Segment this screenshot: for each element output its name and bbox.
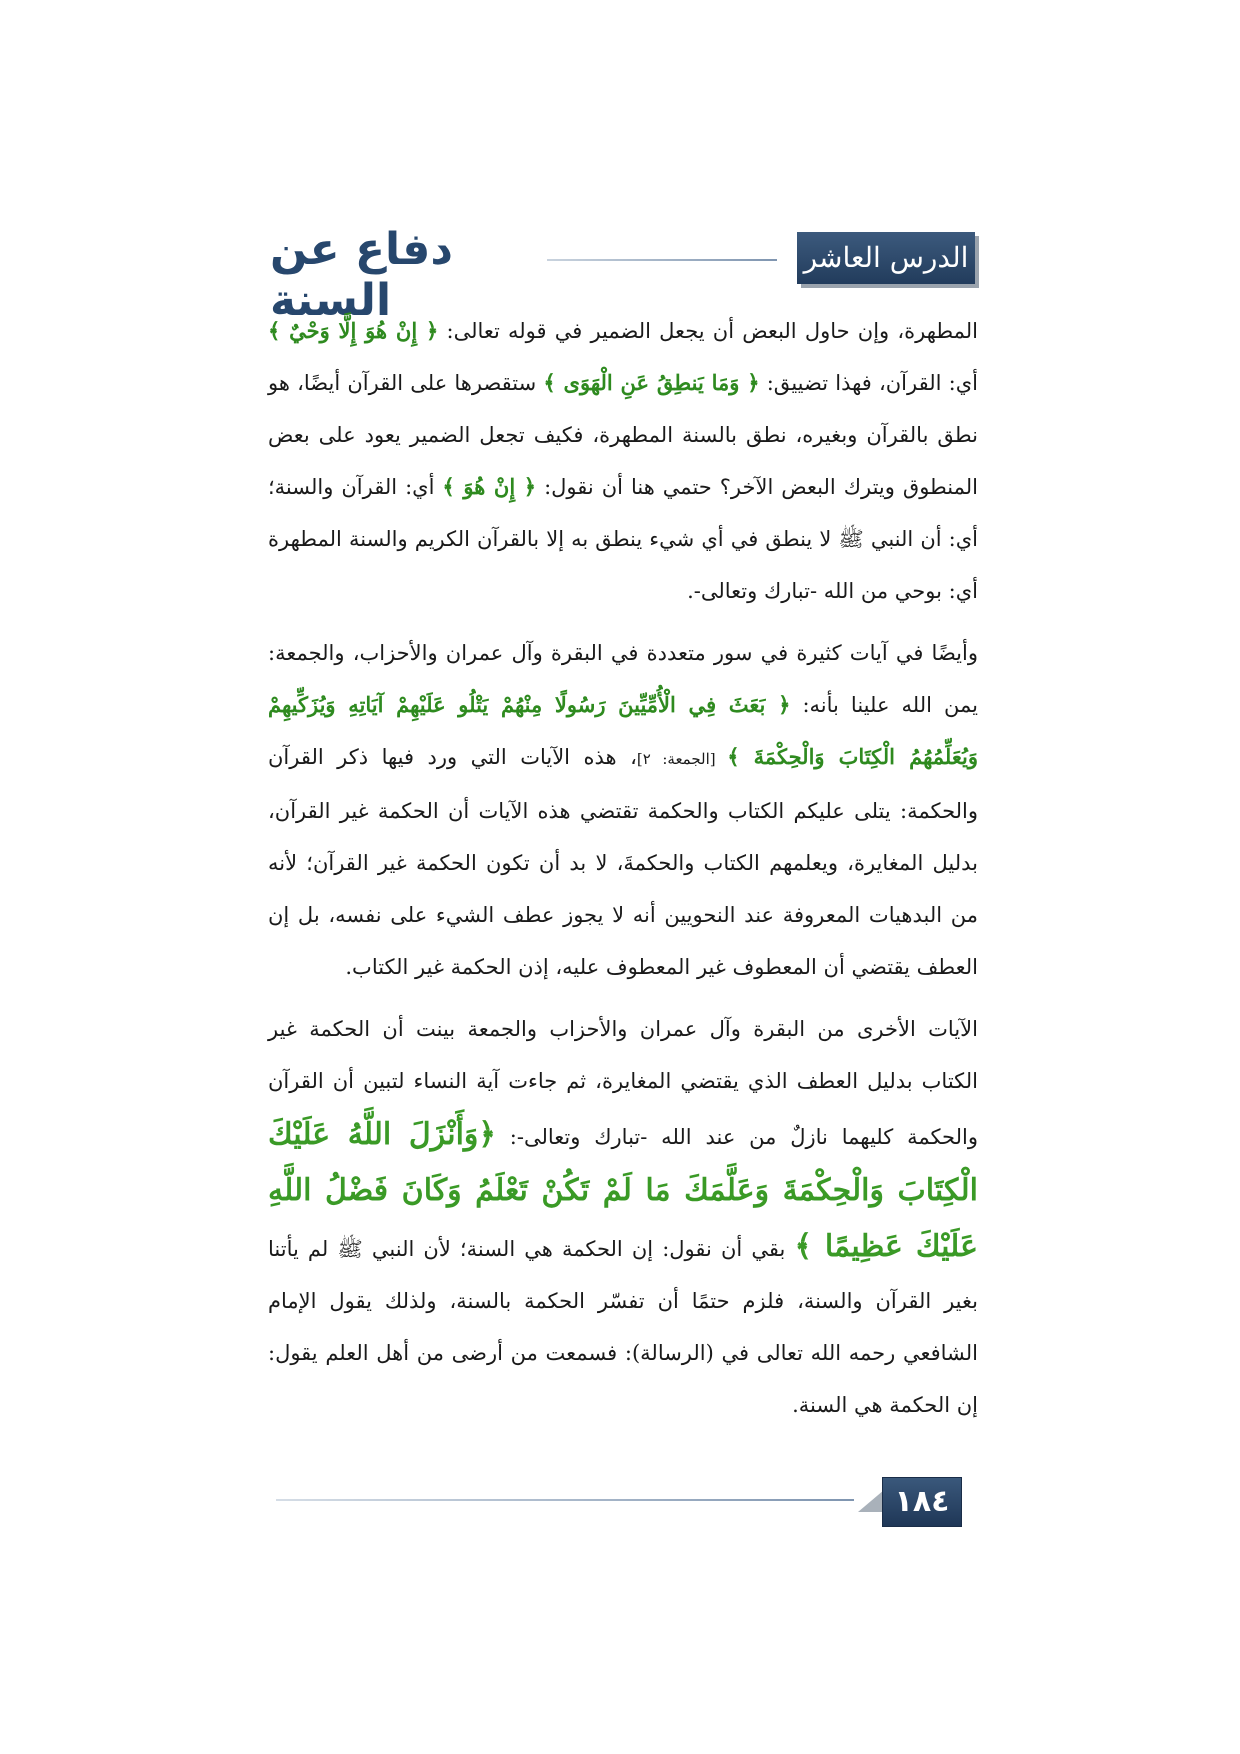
quran-verse: ﴿ بَعَثَ فِي الْأُمِّيِّينَ رَسُولًا مِنْهُمْ يَتْلُو عَلَيْهِمْ آيَاتِهِ وَيُزَكِّيهِمْ وَيُعَلِّمُهُمُ الْكِتَابَ وَالْحِكْمَةَ ﴾ xyxy=(268,692,978,769)
page-header xyxy=(270,224,975,326)
quran-verse: ﴿ إِنْ هُوَ إِلَّا وَحْيٌ ﴾ xyxy=(268,318,439,343)
paragraph-3 xyxy=(268,1003,978,1431)
text: بقي أن نقول: إن الحكمة هي السنة؛ لأن النبي ﷺ لم يأتنا بغير القرآن والسنة، فلزم حتمًا أن تفسّر الحكمة بالسنة، ولذلك يقول الإمام الشافعي رحمه الله تعالى في (الرسالة): فسمعت من أرضى من أهل العلم يقول: إن الحكمة هي السنة. xyxy=(268,1237,978,1417)
lesson-label: الدرس العاشر xyxy=(797,232,975,284)
page-footer xyxy=(272,1477,972,1527)
paragraph-1 xyxy=(268,305,978,617)
header-divider xyxy=(547,259,777,261)
page-number: ١٨٤ xyxy=(882,1477,962,1527)
page-body xyxy=(268,305,978,1441)
text: الآيات الأخرى من البقرة وآل عمران والأحزاب والجمعة بينت أن الحكمة غير الكتاب بدليل العطف الذي يقتضي المغايرة، ثم جاءت آية النساء لتبين أن القرآن والحكمة كليهما نازلٌ من عند الله -تبارك وتعالى-: xyxy=(268,1017,978,1149)
quran-verse: ﴿وَأَنْزَلَ اللَّهُ عَلَيْكَ الْكِتَابَ وَالْحِكْمَةَ وَعَلَّمَكَ مَا لَمْ تَكُنْ تَعْلَمُ وَكَانَ فَضْلُ اللَّهِ عَلَيْكَ عَظِيمًا ﴾ xyxy=(268,1117,978,1264)
paragraph-2 xyxy=(268,627,978,993)
book-title: دفاع عن السنة xyxy=(270,224,453,326)
text: ستقصرها على القرآن أيضًا، هو نطق بالقرآن وبغيره، نطق بالسنة المطهرة، فكيف تجعل الضمير يعود على بعض المنطوق ويترك البعض الآخر؟ حتمي هنا أن نقول: xyxy=(268,371,978,499)
text: وأيضًا في آيات كثيرة في سور متعددة في البقرة وآل عمران والأحزاب، والجمعة: يمن الله علينا بأنه: xyxy=(268,641,979,717)
text: أي: القرآن، فهذا تضييق: xyxy=(759,371,978,395)
verse-reference: [الجمعة: ٢] xyxy=(636,750,728,768)
text: المطهرة، وإن حاول البعض أن يجعل الضمير في قوله تعالى: xyxy=(438,319,978,343)
text: ، هذه الآيات التي ورد فيها ذكر القرآن والحكمة: يتلى عليكم الكتاب والحكمة تقتضي هذه الآيات أن الحكمة غير القرآن، بدليل المغايرة، ويعلمهم الكتاب والحكمةَ، لا بد أن تكون الحكمة غير القرآن؛ لأنه من البدهيات المعروفة عند النحويين أنه لا يجوز عطف الشيء على نفسه، بل إن العطف يقتضي أن المعطوف غير المعطوف عليه، إذن الحكمة غير الكتاب. xyxy=(268,745,978,979)
quran-verse: ﴿ إِنْ هُوَ ﴾ xyxy=(442,474,537,499)
quran-verse: ﴿ وَمَا يَنطِقُ عَنِ الْهَوَى ﴾ xyxy=(543,370,760,395)
page-number-shadow xyxy=(858,1490,884,1512)
footer-divider xyxy=(276,1499,854,1501)
text: أي: القرآن والسنة؛ أي: أن النبي ﷺ لا ينطق في أي شيء ينطق به إلا بالقرآن الكريم والسنة المطهرة أي: بوحي من الله -تبارك وتعالى-. xyxy=(268,475,978,603)
